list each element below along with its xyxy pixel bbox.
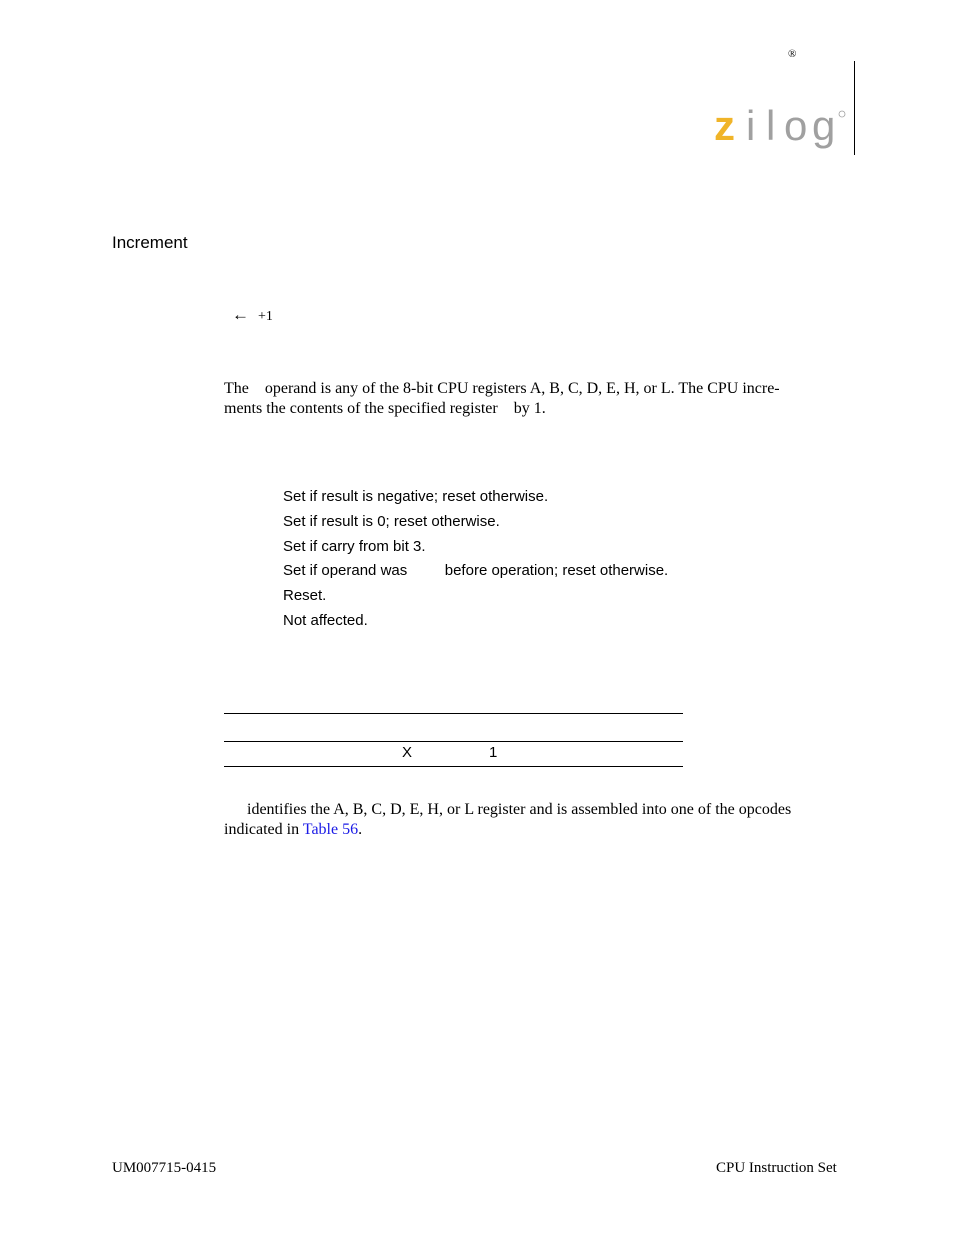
description-line: ments the contents of the specified register by 1. — [224, 400, 546, 417]
table-56-link[interactable]: Table 56 — [302, 821, 359, 838]
flag-description: Set if result is 0; reset otherwise. — [283, 513, 500, 530]
logo-letter-g: g — [812, 106, 836, 149]
logo-letter-i: i — [746, 106, 756, 149]
section-title: Increment — [112, 233, 188, 252]
description-line: The operand is any of the 8-bit CPU registers A, B, C, D, E, H, or L. The CPU incre- — [224, 380, 780, 397]
table-cell: X — [402, 744, 413, 761]
flag-description: Set if operand was before operation; reset otherwise. — [283, 562, 669, 579]
note-line: identifies the A, B, C, D, E, H, or L register and is assembled into one of the opcodes — [247, 801, 792, 818]
logo-registered-icon — [839, 111, 845, 117]
note-prefix: indicated in — [224, 821, 303, 838]
logo-letter-z: z — [714, 106, 735, 149]
zilog-logo — [712, 106, 852, 158]
table-cell: 1 — [489, 744, 498, 761]
header-vertical-rule — [854, 61, 855, 155]
note-line — [224, 820, 362, 840]
flag-description: Set if result is negative; reset otherwise. — [283, 488, 549, 505]
logo-letter-o: o — [784, 106, 808, 149]
note-suffix: . — [358, 821, 363, 838]
flag-description: Set if carry from bit 3. — [283, 538, 426, 555]
table-bottom-rule — [224, 766, 683, 767]
table-top-rule — [224, 713, 683, 714]
flag-description: Not affected. — [283, 612, 368, 629]
footer-section-name: CPU Instruction Set — [716, 1160, 837, 1176]
registered-mark: ® — [788, 48, 797, 60]
logo-letter-l: l — [766, 106, 776, 149]
operation-increment: +1 — [258, 309, 273, 324]
footer-doc-id: UM007715-0415 — [112, 1160, 217, 1176]
flag-description: Reset. — [283, 587, 327, 604]
table-header-rule — [224, 741, 683, 742]
operation-expression — [232, 305, 273, 325]
left-arrow-icon: ← — [232, 305, 249, 324]
